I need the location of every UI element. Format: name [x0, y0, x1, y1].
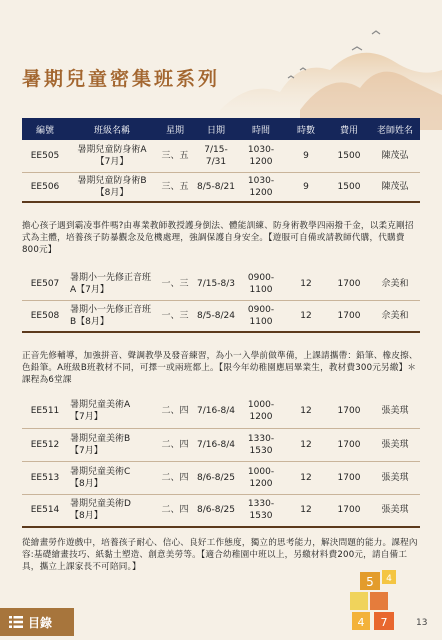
page-title: 暑期兒童密集班系列: [22, 68, 221, 90]
course-month: 【8月】: [95, 187, 129, 198]
course-title: 暑期兒童美術D: [70, 499, 131, 510]
header-hours: 時數: [284, 118, 328, 140]
teacher-name: 佘美和: [370, 300, 420, 332]
time-range: 1330- 1530: [238, 494, 284, 527]
hours: 9: [284, 140, 328, 172]
hours: 12: [284, 395, 328, 428]
date-range: 8/6-8/25: [194, 461, 238, 494]
course-code: EE505: [22, 140, 68, 172]
description-art: 從繪畫勞作遊戲中，培養孩子耐心、信心、良好工作態度，獨立的思考能力，解決問題的能力。課程內容:基礎繪畫技巧、紙黏土塑造、創意美勞等。【適合幼稚園中班以上，另繳材料費200元，請自備工具，攜立上課家長不可陪同。】: [22, 538, 418, 572]
weekday: 一、三: [156, 300, 194, 332]
hours: 12: [284, 268, 328, 300]
fee: 1700: [328, 494, 370, 527]
description-phonics: 正音先修輔導，加強拼音、聲調教學及發音練習，為小一入學前做準備，上課請攜帶：鉛筆、橡皮擦、色鉛筆。A班級B班教材不同，可擇一或兩班都上。【限今年幼稚園應屆畢業生，教材費300元另繳】＊課程為6堂課: [22, 351, 418, 385]
course-name: [68, 494, 156, 527]
course-name: [68, 300, 156, 332]
course-name: [68, 395, 156, 428]
time-range: 1000- 1200: [238, 395, 284, 428]
course-table-phonics: [22, 268, 420, 333]
course-title: 暑期小一先修正音班: [70, 304, 152, 315]
table-row: [22, 300, 420, 332]
course-code: EE508: [22, 300, 68, 332]
fee: 1500: [328, 140, 370, 172]
course-code: EE513: [22, 461, 68, 494]
fee: 1700: [328, 428, 370, 461]
header-weekday: 星期: [156, 118, 194, 140]
course-month: 【8月】: [70, 478, 103, 489]
hours: 12: [284, 428, 328, 461]
weekday: 一、三: [156, 268, 194, 300]
table-of-contents-button[interactable]: [0, 608, 74, 636]
header-time: 時間: [238, 118, 284, 140]
course-name: [68, 268, 156, 300]
header-code: 編號: [22, 118, 68, 140]
table-of-contents-label: 目錄: [28, 616, 53, 630]
weekday: 三、五: [156, 140, 194, 172]
fee: 1700: [328, 395, 370, 428]
course-title: 暑期兒童美術C: [70, 466, 131, 477]
time-range: 1030- 1200: [238, 140, 284, 172]
teacher-name: 張美琪: [370, 395, 420, 428]
table-row: [22, 395, 420, 428]
course-month: B【8月】: [70, 316, 109, 327]
course-month: 【7月】: [70, 445, 103, 456]
table-row: [22, 494, 420, 527]
date-range: 8/5-8/24: [194, 300, 238, 332]
teacher-name: 陳茂弘: [370, 140, 420, 172]
course-code: EE507: [22, 268, 68, 300]
fee: 1700: [328, 268, 370, 300]
teacher-name: 張美琪: [370, 428, 420, 461]
weekday: 二、四: [156, 461, 194, 494]
teacher-name: 陳茂弘: [370, 172, 420, 202]
teacher-name: 張美琪: [370, 461, 420, 494]
table-row: [22, 461, 420, 494]
weekday: 二、四: [156, 494, 194, 527]
table-row: [22, 140, 420, 172]
hours: 12: [284, 461, 328, 494]
fee: 1700: [328, 300, 370, 332]
course-name: [68, 140, 156, 172]
date-range: 7/15-8/3: [194, 268, 238, 300]
weekday: 三、五: [156, 172, 194, 202]
hours: 12: [284, 300, 328, 332]
svg-text:4: 4: [386, 574, 392, 584]
table-row: [22, 428, 420, 461]
header-name: 班級名稱: [68, 118, 156, 140]
course-name: [68, 428, 156, 461]
hours: 12: [284, 494, 328, 527]
course-name: [68, 172, 156, 202]
date-range: 7/16-8/4: [194, 428, 238, 461]
weekday: 二、四: [156, 395, 194, 428]
time-range: 0900- 1100: [238, 268, 284, 300]
course-code: EE512: [22, 428, 68, 461]
course-title: 暑期兒童美術B: [70, 433, 131, 444]
teacher-name: 張美琪: [370, 494, 420, 527]
course-title: 暑期兒童防身術A: [77, 144, 147, 155]
time-range: 1330- 1530: [238, 428, 284, 461]
fee: 1500: [328, 172, 370, 202]
course-title: 暑期兒童防身術B: [77, 175, 147, 186]
header-fee: 費用: [328, 118, 370, 140]
table-row: [22, 268, 420, 300]
course-table-art: [22, 395, 420, 528]
date-range: 8/6-8/25: [194, 494, 238, 527]
table-row: [22, 172, 420, 202]
teacher-name: 佘美和: [370, 268, 420, 300]
date-range: 7/16-8/4: [194, 395, 238, 428]
time-range: 1000- 1200: [238, 461, 284, 494]
description-self-defense: 擔心孩子遇到霸凌事件嗎?由專業教師教授護身倒法、體能訓練、防身術教學四兩撥千金，以柔克剛招式為主體，培養孩子防暴觀念及危機處理，強調保護自身安全。【遊服可自備或請教師代購，代購費800元】: [22, 221, 414, 255]
course-code: EE506: [22, 172, 68, 202]
course-code: EE511: [22, 395, 68, 428]
course-month: 【7月】: [70, 412, 103, 423]
course-title: 暑期兒童美術A: [70, 400, 131, 411]
weekday: 二、四: [156, 428, 194, 461]
toy-blocks-illustration: [346, 568, 406, 632]
header-date: 日期: [194, 118, 238, 140]
course-name: [68, 461, 156, 494]
course-code: EE514: [22, 494, 68, 527]
course-month: 【8月】: [70, 511, 103, 522]
course-title: 暑期小一先修正音班: [70, 272, 152, 283]
svg-text:7: 7: [380, 616, 388, 629]
page-number: 13: [416, 618, 428, 628]
svg-text:5: 5: [366, 575, 374, 589]
menu-list-icon: [9, 616, 23, 628]
fee: 1700: [328, 461, 370, 494]
table-header-row: [22, 118, 420, 140]
course-month: 【7月】: [95, 156, 129, 167]
time-range: 0900- 1100: [238, 300, 284, 332]
date-range: 8/5-8/21: [194, 172, 238, 202]
course-table-self-defense: [22, 118, 420, 203]
svg-text:4: 4: [357, 616, 365, 629]
course-month: A【7月】: [70, 284, 109, 295]
header-teacher: 老師姓名: [370, 118, 420, 140]
hours: 9: [284, 172, 328, 202]
date-range: 7/15- 7/31: [194, 140, 238, 172]
time-range: 1030- 1200: [238, 172, 284, 202]
